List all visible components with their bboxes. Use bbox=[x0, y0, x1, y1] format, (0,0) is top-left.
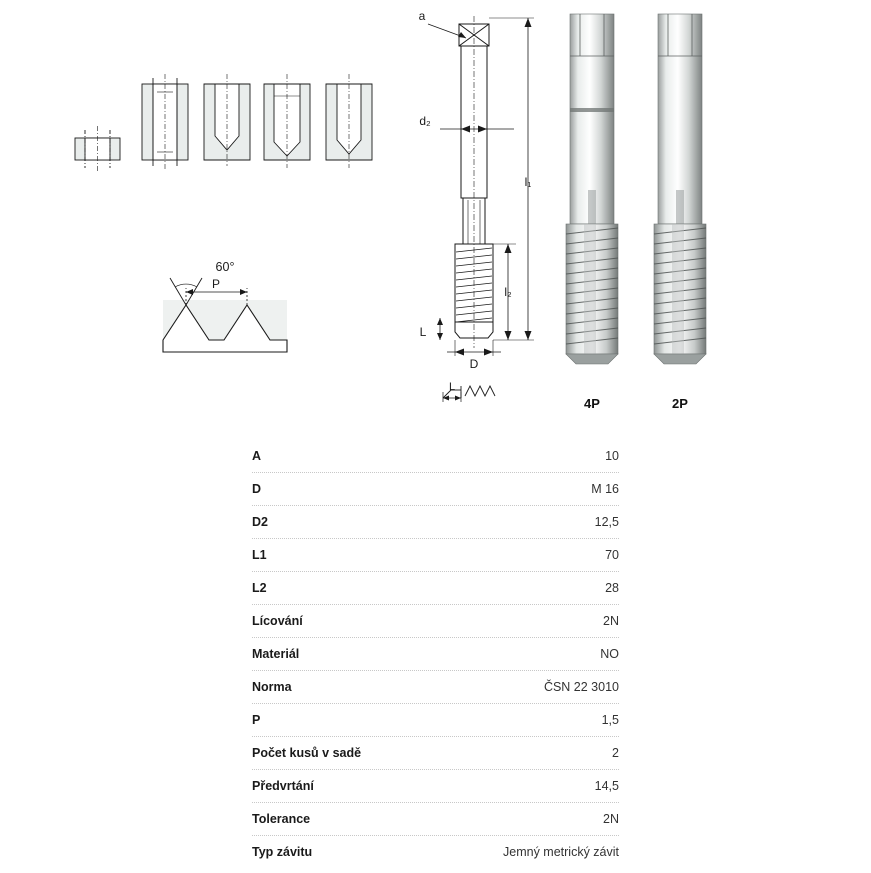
spec-value: 10 bbox=[605, 449, 619, 463]
hole-symbol-blind-deep bbox=[264, 74, 310, 168]
hole-symbol-through-thin bbox=[75, 126, 120, 172]
table-row bbox=[252, 836, 619, 868]
spec-key: D bbox=[252, 482, 262, 496]
spec-value: 2N bbox=[603, 614, 619, 628]
table-row bbox=[252, 572, 619, 605]
pitch-label: P bbox=[211, 277, 221, 291]
spec-key: Materiál bbox=[252, 647, 300, 661]
spec-value: 2N bbox=[603, 812, 619, 826]
spec-value: NO bbox=[600, 647, 619, 661]
spec-value: 70 bbox=[605, 548, 619, 562]
tap-photo-4p bbox=[566, 14, 618, 364]
table-row bbox=[252, 671, 619, 704]
table-row bbox=[252, 737, 619, 770]
tap-dimension-drawing bbox=[419, 9, 534, 402]
spec-key: Tolerance bbox=[252, 812, 311, 826]
thread-profile-diagram bbox=[163, 260, 287, 352]
dimension-l2-label: l₂ bbox=[504, 285, 512, 299]
spec-key: A bbox=[252, 449, 262, 463]
spec-key: Typ závitu bbox=[252, 845, 313, 859]
table-row bbox=[252, 473, 619, 506]
spec-key: P bbox=[252, 713, 261, 727]
detail-L-label: L bbox=[448, 381, 456, 393]
hole-symbol-through-thick bbox=[142, 74, 188, 170]
illustration-svg bbox=[0, 0, 871, 430]
spec-value: Jemný metrický závit bbox=[503, 845, 619, 859]
spec-key: L2 bbox=[252, 581, 267, 595]
table-row bbox=[252, 704, 619, 737]
specification-table bbox=[252, 440, 619, 868]
spec-key: Počet kusů v sadě bbox=[252, 746, 362, 760]
spec-key: L1 bbox=[252, 548, 267, 562]
table-row bbox=[252, 440, 619, 473]
dimension-l1-label: l₁ bbox=[524, 175, 532, 189]
spec-value: 2 bbox=[612, 746, 619, 760]
table-row bbox=[252, 770, 619, 803]
spec-value: 12,5 bbox=[594, 515, 619, 529]
table-row bbox=[252, 506, 619, 539]
spec-key: Lícování bbox=[252, 614, 303, 628]
table-row bbox=[252, 539, 619, 572]
spec-value: 28 bbox=[605, 581, 619, 595]
tap-photo-2p bbox=[654, 14, 706, 364]
spec-value: 1,5 bbox=[601, 713, 619, 727]
dimension-d2-label: d₂ bbox=[419, 114, 431, 128]
dimension-L-label: L bbox=[419, 325, 427, 339]
table-row bbox=[252, 803, 619, 836]
spec-key: Předvrtání bbox=[252, 779, 314, 793]
table-row bbox=[252, 638, 619, 671]
technical-illustration bbox=[0, 0, 871, 430]
spec-value: M 16 bbox=[591, 482, 619, 496]
spec-key: Norma bbox=[252, 680, 292, 694]
hole-symbol-blind-variant bbox=[326, 74, 372, 168]
hole-type-symbols bbox=[75, 74, 372, 172]
table-row bbox=[252, 605, 619, 638]
spec-value: 14,5 bbox=[594, 779, 619, 793]
tap-label-2p: 2P bbox=[672, 396, 688, 411]
dimension-a-label: a bbox=[418, 9, 426, 23]
angle-label: 60° bbox=[215, 260, 235, 274]
spec-value: ČSN 22 3010 bbox=[543, 680, 619, 694]
tap-label-4p: 4P bbox=[584, 396, 600, 411]
hole-symbol-blind-pointed bbox=[204, 74, 250, 166]
spec-key: D2 bbox=[252, 515, 268, 529]
dimension-D-label: D bbox=[469, 357, 479, 371]
